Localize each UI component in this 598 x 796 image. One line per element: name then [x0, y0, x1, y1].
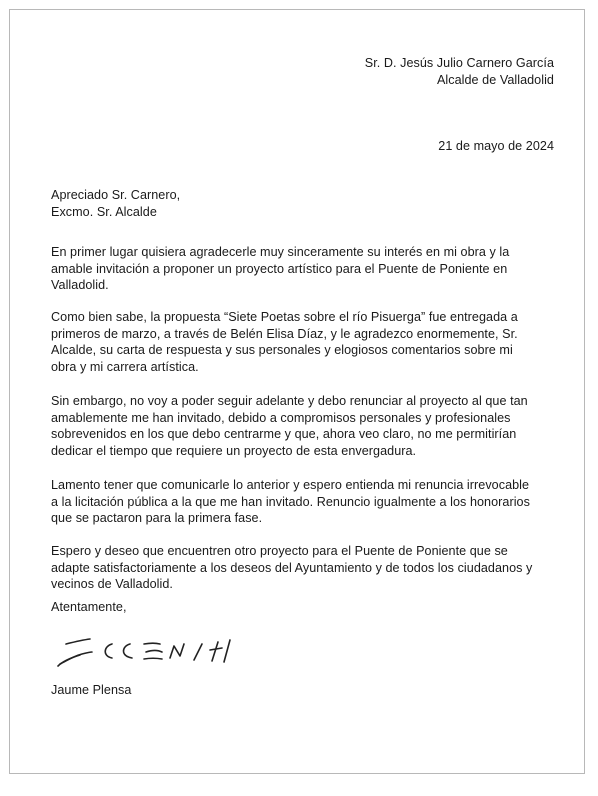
- paragraph-1: En primer lugar quisiera agradecerle muy sinceramente su interés en mi obra y la amable invitación a proponer un proyecto artístico para el Puente de Poniente en Valladolid.: [51, 245, 510, 292]
- salutation: [51, 187, 180, 220]
- paragraph-3: Sin embargo, no voy a poder seguir adelante y debo renunciar al proyecto al que tan amablemente me han invitado, debido a compromisos personales y profesionales sobrevenidos en los que debo centrarme y que, ahora veo claro, no me permitirían dedicar el tiempo que requiere un proyecto de esta envergadura.: [51, 394, 528, 458]
- signer-name: Jaume Plensa: [51, 683, 132, 697]
- paragraph-2: Como bien sabe, la propuesta “Siete Poetas sobre el río Pisuerga” fue entregada a primeros de marzo, a través de Belén Elisa Díaz, y le agradezco enormemente, Sr. Alcalde, su carta de respuesta y sus personales y elogiosos comentarios sobre mi obra y mi carrera artística.: [51, 310, 518, 374]
- recipient-name: Sr. D. Jesús Julio Carnero García: [364, 56, 554, 70]
- recipient-title: Alcalde de Valladolid: [436, 72, 554, 87]
- handwritten-signature: [46, 628, 236, 672]
- salutation-line-1: Apreciado Sr. Carnero,: [51, 188, 181, 202]
- letter-date: 21 de mayo de 2024: [438, 139, 554, 153]
- closing: Atentamente,: [51, 600, 127, 614]
- paragraph-5: Espero y deseo que encuentren otro proyecto para el Puente de Poniente que se adapte satisfactoriamente a los deseos del Ayuntamiento y de todos los ciudadanos y vecinos de Valladolid.: [51, 544, 533, 591]
- recipient-block: [365, 55, 554, 88]
- salutation-line-2: Excmo. Sr. Alcalde: [51, 204, 157, 219]
- paragraph-4: Lamento tener que comunicarle lo anterior y espero entienda mi renuncia irrevocable a la licitación pública a la que me han invitado. Renuncio igualmente a los honorarios que se pactaron para la primera fase.: [51, 478, 530, 525]
